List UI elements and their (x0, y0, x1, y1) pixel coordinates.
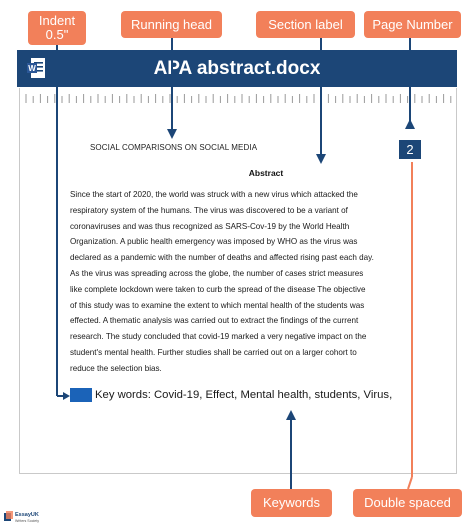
brand-logo-icon (4, 508, 44, 526)
abstract-line: As the virus was spreading across the globe, the number of cases strict measures (70, 268, 364, 278)
abstract-line: like complete lockdown were taken to curb the spread of the disease The objective (70, 284, 366, 294)
running-head-callout: Running head (121, 11, 222, 38)
abstract-line: respiratory system of the humans. The virus was discovered to be a variant of (70, 205, 348, 215)
brand-logo (4, 508, 44, 526)
page-number-callout: Page Number (364, 11, 461, 38)
indent-callout (28, 11, 86, 45)
abstract-body (70, 187, 410, 377)
abstract-line: student's mental health. Further studies shall be carried out on a larger cohort to (70, 347, 357, 357)
indent-callout-value: 0.5" (45, 27, 69, 42)
abstract-line: effected. A thematic analysis was carried out to extract the findings of the current (70, 316, 359, 326)
indent-marker (70, 388, 92, 402)
svg-text:W: W (28, 64, 36, 74)
abstract-line: Organization. A public health emergency was imposed by WHO as the virus was (70, 237, 358, 247)
running-head: SOCIAL COMPARISONS ON SOCIAL MEDIA (90, 143, 258, 152)
double-spaced-callout: Double spaced (353, 489, 462, 517)
page-number: 2 (399, 140, 421, 159)
indent-callout-label: Indent (38, 13, 76, 28)
keywords-line: Key words: Covid-19, Effect, Mental health, students, Virus, (95, 389, 393, 401)
abstract-line: reduce the selection bias. (70, 363, 162, 373)
ruler (22, 93, 452, 105)
svg-text:Writers Society: Writers Society (15, 519, 40, 523)
section-label-callout: Section label (256, 11, 355, 38)
window-titlebar (17, 50, 457, 87)
section-label: Abstract (248, 168, 284, 178)
abstract-line: coronaviruses and was thus recognized as SARS-Cov-19 by the World Health (70, 221, 350, 231)
keywords-callout: Keywords (251, 489, 332, 517)
window-title: APA abstract.docx (153, 58, 321, 79)
abstract-line: research. The study concluded that covid-19 marked a very negative impact on the (70, 332, 367, 342)
svg-text:EssayUK: EssayUK (15, 512, 39, 518)
abstract-line: declared as a pandemic with the number of deaths and affected rising past each day. (70, 253, 374, 263)
abstract-line: of this study was to examine the extent to which mental health of the students was (70, 300, 365, 310)
abstract-line: Since the start of 2020, the world was struck with a new virus which attacked the (70, 190, 358, 199)
